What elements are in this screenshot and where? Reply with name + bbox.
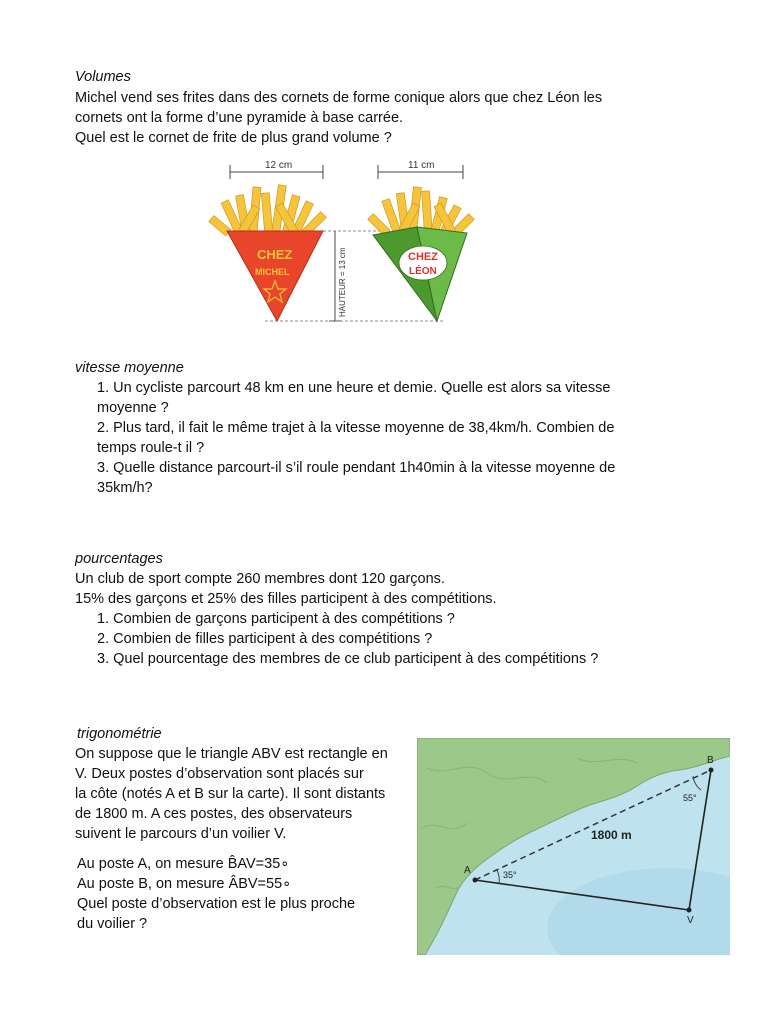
- cone-text-1: CHEZ: [257, 247, 293, 262]
- pourcentages-line-1: Un club de sport compte 260 membres dont 120 garçons.: [75, 571, 445, 587]
- trigo-question-4: du voilier ?: [77, 916, 148, 932]
- pourcentages-line-2: 15% des garçons et 25% des filles participent à des compétitions.: [75, 591, 497, 607]
- pourcentages-question-1: 1. Combien de garçons participent à des compétitions ?: [97, 611, 455, 627]
- vitesse-line-2: moyenne ?: [97, 400, 169, 416]
- point-a: [473, 878, 478, 883]
- point-b: [709, 768, 714, 773]
- trigo-question-1: Au poste A, on mesure B̂AV=35∘: [77, 856, 290, 872]
- pourcentages-heading: pourcentages: [75, 551, 163, 567]
- height-label: HAUTEUR = 13 cm: [338, 247, 347, 317]
- pyramid-text-1: CHEZ: [408, 251, 438, 263]
- coast-map: [417, 738, 730, 955]
- fries-left-icon: [209, 185, 327, 236]
- trigo-line-2: V. Deux postes d’observation sont placés sur: [75, 766, 364, 782]
- label-b: B: [707, 755, 714, 766]
- trigo-line-3: la côte (notés A et B sur la carte). Il sont distants: [75, 786, 386, 802]
- fries-cones-figure: [205, 155, 505, 330]
- label-v: V: [687, 915, 694, 926]
- trigo-line-4: de 1800 m. A ces postes, des observateurs: [75, 806, 353, 822]
- distance-label: 1800 m: [591, 828, 632, 842]
- point-v: [687, 908, 692, 913]
- left-width-label: 12 cm: [265, 160, 293, 171]
- trigo-line-1: On suppose que le triangle ABV est rectangle en: [75, 746, 388, 762]
- vitesse-line-4: temps roule-t il ?: [97, 440, 205, 456]
- pourcentages-question-3: 3. Quel pourcentage des membres de ce club participent à des compétitions ?: [97, 651, 599, 667]
- cone-text-2: MICHEL: [255, 267, 290, 277]
- angle-b-label: 55°: [683, 793, 697, 803]
- angle-a-label: 35°: [503, 870, 517, 880]
- vitesse-line-1: 1. Un cycliste parcourt 48 km en une heure et demie. Quelle est alors sa vitesse: [97, 380, 611, 396]
- pourcentages-question-2: 2. Combien de filles participent à des compétitions ?: [97, 631, 433, 647]
- vitesse-line-6: 35km/h?: [97, 480, 153, 496]
- trigo-question-2: Au poste B, on mesure ÂBV=55∘: [77, 876, 292, 892]
- vitesse-heading: vitesse moyenne: [75, 360, 184, 376]
- trigo-question-3: Quel poste d’observation est le plus proche: [77, 896, 356, 912]
- volumes-line-1: Michel vend ses frites dans des cornets de forme conique alors que chez Léon les: [75, 90, 603, 106]
- label-a: A: [464, 865, 471, 876]
- vitesse-line-3: 2. Plus tard, il fait le même trajet à la vitesse moyenne de 38,4km/h. Combien de: [97, 420, 615, 436]
- volumes-heading: Volumes: [75, 69, 131, 85]
- volumes-line-2: cornets ont la forme d’une pyramide à base carrée.: [75, 110, 404, 126]
- trigo-heading: trigonométrie: [77, 726, 162, 742]
- right-width-label: 11 cm: [408, 160, 435, 171]
- vitesse-line-5: 3. Quelle distance parcourt-il s’il roule pendant 1h40min à la vitesse moyenne de: [97, 460, 616, 476]
- pyramid-text-2: LÉON: [409, 266, 437, 277]
- volumes-line-3: Quel est le cornet de frite de plus grand volume ?: [75, 130, 392, 146]
- trigo-line-5: suivent le parcours d’un voilier V.: [75, 826, 287, 842]
